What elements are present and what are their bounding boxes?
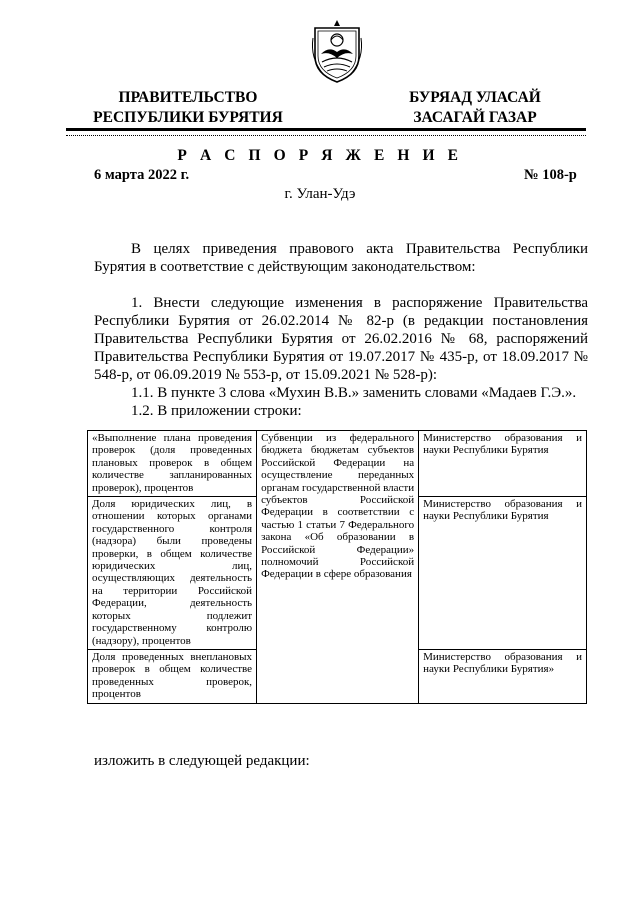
document-city: г. Улан-Удэ (284, 186, 356, 202)
header-rule-thick (66, 128, 586, 131)
changes-section (94, 294, 588, 420)
government-name-line1: ПРАВИТЕЛЬСТВО (118, 89, 258, 106)
document-number: № 108-р (524, 167, 577, 183)
table-cell: Министерство образования и науки Республики Бурятия (419, 497, 587, 650)
table-cell: Министерство образования и науки Республики Бурятия» (419, 649, 587, 703)
government-name-buryat-line2: ЗАСАГАЙ ГАЗАР (413, 109, 537, 126)
coat-of-arms-emblem (309, 18, 365, 84)
document-date: 6 марта 2022 г. (94, 167, 190, 183)
table-cell-merged: Субвенции из федерального бюджета бюджетам субъектов Российской Федерации на осуществление переданных органам государственной власти субъектов Российской Федерации в соответствии с частью 1 статьи 7 Федерального закона «Об образовании в Российской Федерации» полномочий Российской Федерации в сфере образования (257, 431, 419, 704)
purpose-paragraph (94, 240, 588, 276)
purpose-text: В целях приведения правового акта Правительства Республики Бурятия в соответствие с действующим законодательством: (94, 241, 588, 275)
document-type-title: Р А С П О Р Я Ж Е Н И Е (177, 147, 463, 164)
closing-text: изложить в следующей редакции: (94, 753, 310, 769)
table-cell: Министерство образования и науки Республики Бурятия (419, 431, 587, 497)
government-name-buryat-line1: БУРЯАД УЛАСАЙ (409, 89, 541, 106)
government-name-russian (84, 88, 292, 128)
table-cell: «Выполнение плана проведения проверок (доля проведенных плановых проверок в общем количестве запланированных проверок), процентов (88, 431, 257, 497)
government-name-buryat (390, 88, 560, 128)
header-rule-dotted (66, 135, 586, 136)
table-cell: Доля проведенных внеплановых проверок в общем количестве проведенных проверок, процентов (88, 649, 257, 703)
item-1-text: 1. Внести следующие изменения в распоряжение Правительства Республики Бурятия от 26.02.2014 № 82-р (в редакции постановления Правительства Республики Бурятия от 26.02.2016 № 68, распоряжений Правительства Республики Бурятия от 19.07.2017 № 435-р, от 18.09.2017 № 548-р, от 06.09.2019 № 553-р, от 15.09.2021 № 528-р): (94, 295, 588, 383)
amendment-table (87, 430, 587, 704)
table-cell: Доля юридических лиц, в отношении которых органами государственного контроля (надзора) были проведены проверки, в общем количестве юридических лиц, осуществляющих деятельность на территории Российской Федерации, деятельность которых подлежит государственному контролю (надзору), процентов (88, 497, 257, 650)
coat-of-arms-icon (309, 18, 365, 84)
item-1-1-text: 1.1. В пункте 3 слова «Мухин В.В.» заменить словами «Мадаев Г.Э.». (131, 385, 577, 401)
table-row (88, 431, 587, 497)
government-name-line2: РЕСПУБЛИКИ БУРЯТИЯ (93, 109, 283, 126)
item-1-2-text: 1.2. В приложении строки: (131, 403, 302, 419)
